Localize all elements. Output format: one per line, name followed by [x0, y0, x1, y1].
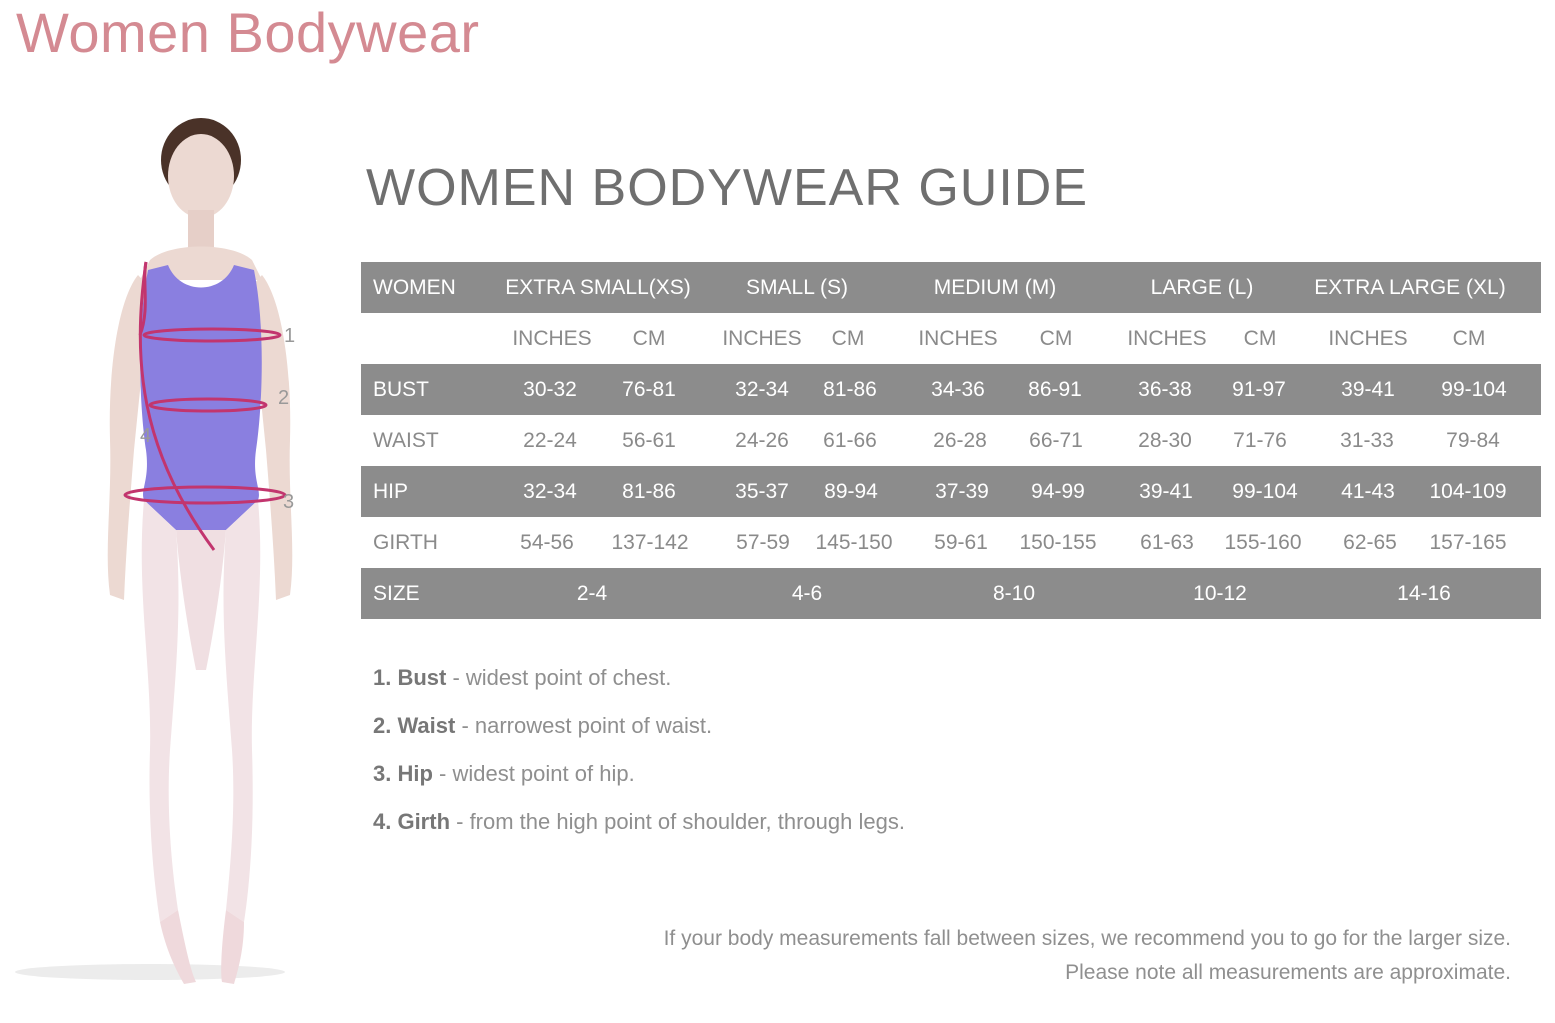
table-cell: 22-24: [523, 429, 577, 452]
note-desc: - from the high point of shoulder, through legs.: [450, 809, 905, 834]
table-cell: 150-155: [1019, 531, 1097, 554]
note-desc: - widest point of hip.: [432, 761, 635, 786]
table-row-size: [361, 568, 1541, 619]
table-row-hip: [361, 466, 1541, 517]
table-cell: 30-32: [523, 378, 577, 401]
table-units-row: [361, 313, 1541, 364]
size-cell-xs: 2-4: [576, 582, 608, 605]
page-heading: Women Bodywear: [16, 1, 480, 64]
table-cell: 66-71: [1029, 429, 1083, 452]
measure-marker-4: 4: [140, 425, 152, 447]
table-cell: 37-39: [935, 480, 989, 503]
size-cell-m: 8-10: [992, 582, 1036, 605]
row-label: SIZE: [373, 582, 420, 605]
note-desc: - widest point of chest.: [446, 665, 672, 690]
size-cell-l: 10-12: [1193, 582, 1247, 605]
table-cell: 61-63: [1140, 531, 1194, 554]
table-cell: 59-61: [934, 531, 988, 554]
table-cell: 61-66: [823, 429, 877, 452]
guide-title: WOMEN BODYWEAR GUIDE: [366, 159, 1089, 217]
table-cell: 62-65: [1343, 531, 1397, 554]
size-cell-s: 4-6: [791, 582, 823, 605]
row-label: GIRTH: [373, 531, 438, 554]
table-cell: 81-86: [622, 480, 676, 503]
header-cell-women: WOMEN: [373, 276, 456, 299]
measure-marker-1: 1: [284, 325, 296, 347]
table-cell: 71-76: [1233, 429, 1287, 452]
note-bust: [373, 660, 905, 708]
table-cell: 81-86: [823, 378, 877, 401]
footer-line-sizes: If your body measurements fall between sizes, we recommend you to go for the larger size.: [663, 927, 1511, 950]
table-cell: 24-26: [735, 429, 789, 452]
footer-disclaimer: [664, 922, 1511, 990]
size-cell-xl: 14-16: [1397, 582, 1451, 605]
header-cell-s: SMALL (S): [746, 276, 848, 299]
note-hip: [373, 756, 905, 804]
size-table: [361, 262, 1541, 619]
table-cell: 34-36: [931, 378, 985, 401]
measurement-notes: [373, 660, 905, 852]
note-term: 3. Hip: [373, 761, 433, 786]
header-cell-m: MEDIUM (M): [933, 276, 1057, 299]
measure-marker-2: 2: [278, 387, 290, 409]
table-cell: 137-142: [611, 531, 689, 554]
table-cell: 32-34: [523, 480, 577, 503]
unit-cell: CM: [831, 327, 865, 350]
table-cell: 57-59: [736, 531, 790, 554]
table-cell: 56-61: [622, 429, 676, 452]
note-waist: [373, 708, 905, 756]
unit-cell: CM: [1243, 327, 1277, 350]
note-term: 2. Waist: [373, 713, 456, 738]
unit-cell: CM: [1452, 327, 1486, 350]
table-cell: 39-41: [1139, 480, 1193, 503]
table-cell: 91-97: [1232, 378, 1286, 401]
table-cell: 79-84: [1446, 429, 1500, 452]
footer-line-approx: Please note all measurements are approximate.: [1065, 961, 1511, 984]
table-cell: 54-56: [520, 531, 574, 554]
table-cell: 41-43: [1341, 480, 1395, 503]
header-cell-xl: EXTRA LARGE (XL): [1314, 276, 1506, 299]
table-cell: 31-33: [1340, 429, 1394, 452]
table-cell: 32-34: [735, 378, 789, 401]
measure-marker-3: 3: [283, 491, 295, 513]
unit-cell: INCHES: [918, 327, 998, 350]
table-cell: 26-28: [933, 429, 987, 452]
unit-cell: INCHES: [512, 327, 592, 350]
table-cell: 155-160: [1224, 531, 1302, 554]
unit-cell: CM: [632, 327, 666, 350]
note-girth: [373, 804, 905, 852]
table-cell: 76-81: [622, 378, 676, 401]
header-cell-xs: EXTRA SMALL(XS): [505, 276, 691, 299]
note-term: 4. Girth: [373, 809, 451, 834]
header-cell-l: LARGE (L): [1150, 276, 1254, 299]
table-cell: 86-91: [1028, 378, 1082, 401]
table-cell: 99-104: [1232, 480, 1298, 503]
table-row-waist: [361, 415, 1541, 466]
unit-cell: INCHES: [1328, 327, 1408, 350]
table-cell: 89-94: [824, 480, 878, 503]
table-row-bust: [361, 364, 1541, 415]
table-cell: 39-41: [1341, 378, 1395, 401]
row-label: HIP: [373, 480, 409, 503]
table-cell: 157-165: [1429, 531, 1507, 554]
note-desc: - narrowest point of waist.: [455, 713, 713, 738]
table-cell: 28-30: [1138, 429, 1192, 452]
table-cell: 104-109: [1429, 480, 1507, 503]
table-cell: 99-104: [1441, 378, 1507, 401]
table-header-row: [361, 262, 1541, 313]
table-cell: 94-99: [1031, 480, 1085, 503]
note-term: 1. Bust: [373, 665, 447, 690]
unit-cell: INCHES: [722, 327, 802, 350]
unit-cell: INCHES: [1127, 327, 1207, 350]
row-label: BUST: [373, 378, 430, 401]
table-cell: 36-38: [1138, 378, 1192, 401]
model-figure-illustration: [0, 110, 320, 1010]
unit-cell: CM: [1039, 327, 1073, 350]
table-row-girth: [361, 517, 1541, 568]
table-cell: 145-150: [815, 531, 893, 554]
table-cell: 35-37: [735, 480, 789, 503]
row-label: WAIST: [373, 429, 439, 452]
